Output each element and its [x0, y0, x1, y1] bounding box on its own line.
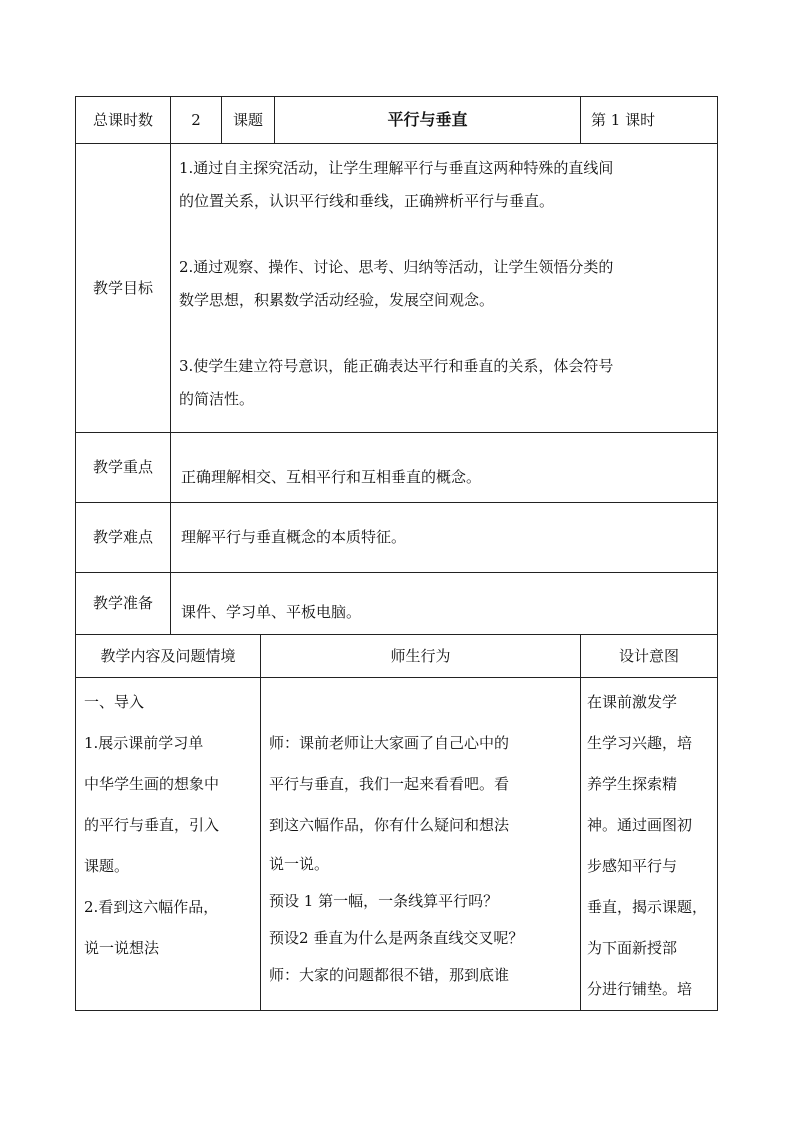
goals-label: 教学目标: [75, 143, 171, 433]
intent-line: 分进行铺垫。培: [587, 980, 693, 998]
actions-line: 到这六幅作品，你有什么疑问和想法: [269, 816, 510, 834]
goal-2: [179, 251, 713, 317]
actions-line: [269, 682, 576, 723]
actions-line: 平行与垂直，我们一起来看看吧。看: [269, 775, 510, 793]
prep-text: 课件、学习单、平板电脑。: [170, 572, 718, 635]
goal-2-line-1: 2.通过观察、操作、讨论、思考、归纳等活动，让学生领悟分类的: [179, 258, 614, 276]
actions-cell: [260, 677, 581, 1011]
intent-line: 在课前激发学: [587, 693, 678, 711]
actions-line: 预设 1 第一幅，一条线算平行吗？: [269, 892, 499, 910]
actions-line: 师：大家的问题都很不错，那到底谁: [269, 966, 510, 984]
intent-lines: [587, 682, 715, 1010]
column-header-content: 教学内容及问题情境: [75, 634, 261, 678]
intent-cell: [580, 677, 718, 1011]
difficulty-label: 教学难点: [75, 502, 171, 573]
difficulty-text: 理解平行与垂直概念的本质特征。: [170, 502, 718, 573]
content-cell: [75, 677, 261, 1011]
goal-1-line-1: 1.通过自主探究活动，让学生理解平行与垂直这两种特殊的直线间: [179, 159, 614, 177]
key-point-label: 教学重点: [75, 432, 171, 503]
intent-line: 垂直，揭示课题，: [587, 898, 708, 916]
actions-line: 师：课前老师让大家画了自己心中的: [269, 734, 510, 752]
goal-3-line-2: 的简洁性。: [179, 390, 255, 408]
content-line: 1.展示课前学习单: [84, 734, 204, 752]
goal-3-line-1: 3.使学生建立符号意识，能正确表达平行和垂直的关系，体会符号: [179, 357, 614, 375]
total-hours-label: 总课时数: [75, 96, 171, 144]
prep-label: 教学准备: [75, 572, 171, 635]
content-line: 中华学生画的想象中: [84, 775, 220, 793]
column-header-actions: 师生行为: [260, 634, 581, 678]
content-line: 2.看到这六幅作品，: [84, 898, 219, 916]
goal-3: [179, 350, 713, 416]
content-lines: [84, 682, 256, 969]
actions-line: 说一说。: [269, 855, 330, 873]
intent-line: 神。通过画图初: [587, 816, 693, 834]
goal-1: [179, 152, 713, 218]
content-line: 课题。: [84, 857, 130, 875]
goal-1-line-2: 的位置关系，认识平行线和垂线，正确辨析平行与垂直。: [179, 192, 555, 210]
intent-line: 养学生探索精: [587, 775, 678, 793]
goal-2-line-2: 数学思想，积累数学活动经验，发展空间观念。: [179, 291, 495, 309]
key-point-text: 正确理解相交、互相平行和互相垂直的概念。: [170, 432, 718, 503]
content-line: 的平行与垂直，引入: [84, 816, 220, 834]
total-hours-value: 2: [170, 96, 222, 144]
actions-lines: [269, 682, 576, 994]
intent-line: 生学习兴趣，培: [587, 734, 693, 752]
content-line: 一、导入: [84, 693, 145, 711]
actions-line: 预设2 垂直为什么是两条直线交叉呢？: [269, 929, 524, 947]
content-line: 说一说想法: [84, 939, 160, 957]
intent-line: 为下面新授部: [587, 939, 678, 957]
intent-line: 步感知平行与: [587, 857, 678, 875]
goals-content: [170, 143, 718, 433]
topic-title: 平行与垂直: [274, 96, 581, 144]
topic-label: 课题: [221, 96, 275, 144]
lesson-number: 第 1 课时: [580, 96, 718, 144]
column-header-intent: 设计意图: [580, 634, 718, 678]
